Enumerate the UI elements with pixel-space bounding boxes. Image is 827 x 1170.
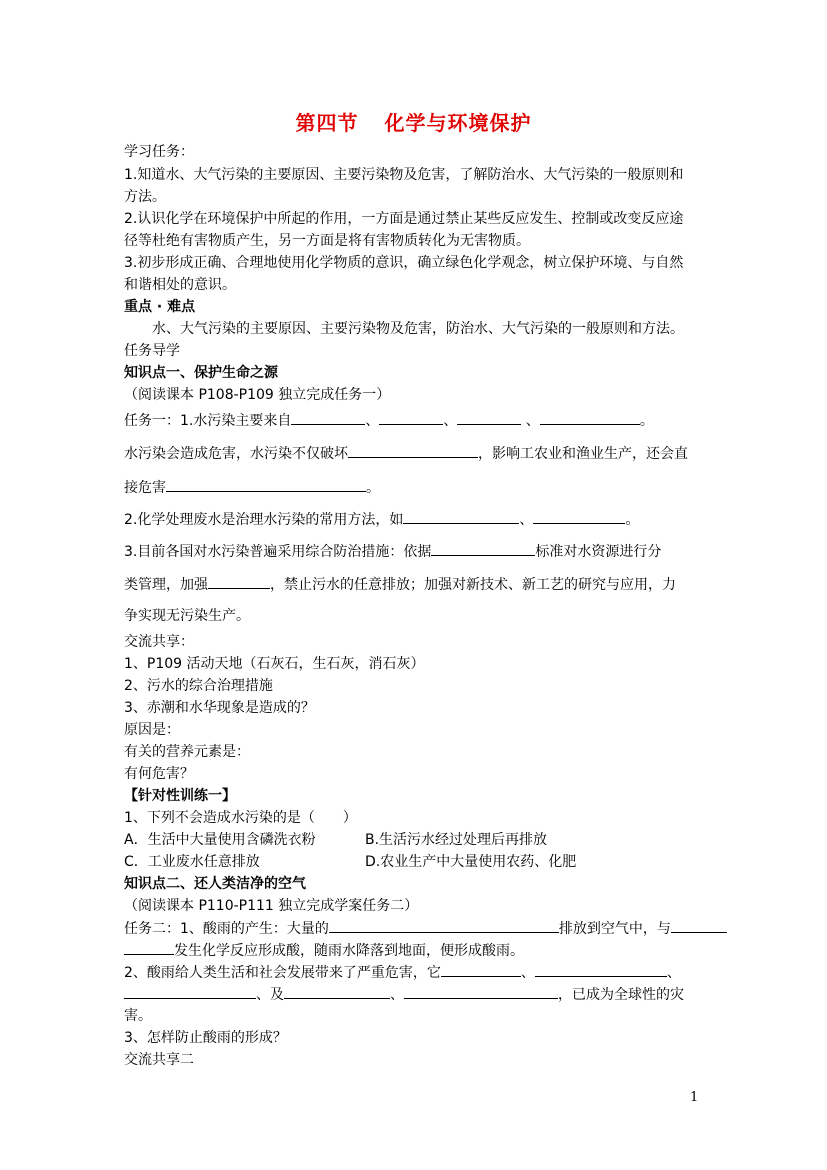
text: 水污染会造成危害，水污染不仅破坏 — [124, 446, 348, 462]
discussion-item: 原因是： — [124, 722, 180, 738]
task-line: 方法。 — [124, 189, 166, 205]
fill-blank[interactable] — [535, 962, 667, 977]
discussion-item: 有何危害？ — [124, 766, 194, 782]
task-1-item-3 — [124, 574, 676, 595]
text: 、 — [519, 512, 534, 528]
reading-note: （阅读课本 P110-P111 独立完成学案任务二） — [124, 898, 419, 914]
text: 类管理，加强 — [124, 577, 208, 593]
fill-blank[interactable] — [291, 410, 365, 425]
text: 、 — [443, 413, 458, 429]
fill-blank[interactable] — [431, 541, 535, 556]
fill-blank[interactable] — [329, 918, 559, 933]
text: 排放到空气中，与 — [558, 921, 671, 937]
discussion-item: 3、赤潮和水华现象是造成的？ — [124, 700, 315, 716]
fill-blank[interactable] — [540, 410, 640, 425]
text: 、 — [365, 413, 380, 429]
text: 3.目前各国对水污染普遍采用综合防治措施：依据 — [124, 544, 432, 560]
title-topic: 化学与环境保护 — [384, 111, 532, 135]
task-line: 2.认识化学在环境保护中所起的作用，一方面是通过禁止某些反应发生、控制或改变反应途 — [124, 211, 684, 227]
fill-blank[interactable] — [166, 477, 366, 492]
text: 、 — [520, 965, 535, 981]
key-points-heading: 重点 · 难点 — [124, 299, 196, 315]
task-1-harm-line — [124, 443, 688, 464]
option-d: D.农业生产中大量使用农药、化肥 — [365, 854, 577, 870]
text: 2.化学处理废水是治理水污染的常用方法，如 — [124, 512, 404, 528]
fill-blank[interactable] — [208, 574, 270, 589]
task-2-line — [124, 940, 524, 961]
text: 接危害 — [124, 480, 166, 496]
page-number: 1 — [690, 1090, 699, 1105]
task-1-line — [124, 410, 654, 431]
task-1-item-3: 争实现无污染生产。 — [124, 608, 250, 624]
task-2-item-3: 3、怎样防止酸雨的形成？ — [124, 1030, 287, 1046]
task-line: 3.初步形成正确、合理地使用化学物质的意识，确立绿色化学观念，树立保护环境、与自然 — [124, 255, 684, 271]
task-1-harm-line — [124, 477, 380, 498]
task-line: 和谐相处的意识。 — [124, 277, 236, 293]
discussion-item: 1、P109 活动天地（石灰石，生石灰，消石灰） — [124, 656, 425, 672]
reading-note: （阅读课本 P108-P109 独立完成任务一） — [124, 387, 391, 403]
fill-blank[interactable] — [404, 984, 558, 999]
discussion-heading: 交流共享： — [124, 634, 194, 650]
knowledge-point-2-heading: 知识点二、还人类洁净的空气 — [124, 876, 306, 892]
text: 。 — [639, 413, 654, 429]
guide-heading: 任务导学 — [124, 343, 180, 359]
text: 、 — [666, 965, 681, 981]
option-c: C．工业废水任意排放 — [124, 854, 260, 870]
option-a: A．生活中大量使用含磷洗衣粉 — [124, 832, 316, 848]
task-line: 1.知道水、大气污染的主要原因、主要污染物及危害，了解防治水、大气污染的一般原则和 — [124, 167, 684, 183]
discussion-item: 2、污水的综合治理措施 — [124, 678, 273, 694]
text: 、 — [390, 987, 404, 1003]
fill-blank[interactable] — [379, 410, 443, 425]
text: 、 — [521, 413, 540, 429]
fill-blank[interactable] — [671, 918, 727, 933]
title-section: 第四节 — [295, 111, 359, 135]
knowledge-point-1-heading: 知识点一、保护生命之源 — [124, 365, 278, 381]
discussion-2-heading: 交流共享二 — [124, 1052, 194, 1068]
task-2-item-2 — [124, 984, 684, 1005]
key-points-text: 水、大气污染的主要原因、主要污染物及危害，防治水、大气污染的一般原则和方法。 — [152, 321, 684, 337]
text: 发生化学反应形成酸，随雨水降落到地面，便形成酸雨。 — [174, 943, 524, 959]
task-2-item-2 — [124, 962, 681, 983]
text: 。 — [625, 512, 640, 528]
text: 任务一：1.水污染主要来自 — [124, 413, 292, 429]
question-1: 1、下列不会造成水污染的是（ ） — [124, 810, 357, 826]
fill-blank[interactable] — [284, 984, 390, 999]
option-b: B.生活污水经过处理后再排放 — [365, 832, 548, 848]
fill-blank[interactable] — [124, 940, 174, 955]
task-2-item-2: 害。 — [124, 1008, 152, 1024]
fill-blank[interactable] — [533, 509, 625, 524]
fill-blank[interactable] — [403, 509, 519, 524]
text: 任务二：1、酸雨的产生：大量的 — [124, 921, 329, 937]
learning-tasks-heading: 学习任务： — [124, 144, 194, 160]
task-1-item-2 — [124, 509, 639, 530]
fill-blank[interactable] — [441, 962, 521, 977]
fill-blank[interactable] — [457, 410, 521, 425]
practice-1-heading: 【针对性训练一】 — [124, 788, 236, 804]
text: 标准对水资源进行分 — [535, 544, 662, 560]
text: ，禁止污水的任意排放；加强对新技术、新工艺的研究与应用，力 — [270, 577, 676, 593]
task-1-item-3 — [124, 541, 661, 562]
text: 2、酸雨给人类生活和社会发展带来了严重危害，它 — [124, 965, 441, 981]
page-title — [0, 110, 827, 136]
discussion-item: 有关的营养元素是： — [124, 744, 250, 760]
text: ，影响工农业和渔业生产，还会直 — [478, 446, 688, 462]
text: ，已成为全球性的灾 — [558, 987, 684, 1003]
fill-blank[interactable] — [348, 443, 478, 458]
task-2-line — [124, 918, 727, 939]
text: 、及 — [256, 987, 284, 1003]
task-line: 径等杜绝有害物质产生，另一方面是将有害物质转化为无害物质。 — [124, 233, 530, 249]
fill-blank[interactable] — [124, 984, 256, 999]
text: 。 — [366, 480, 380, 496]
